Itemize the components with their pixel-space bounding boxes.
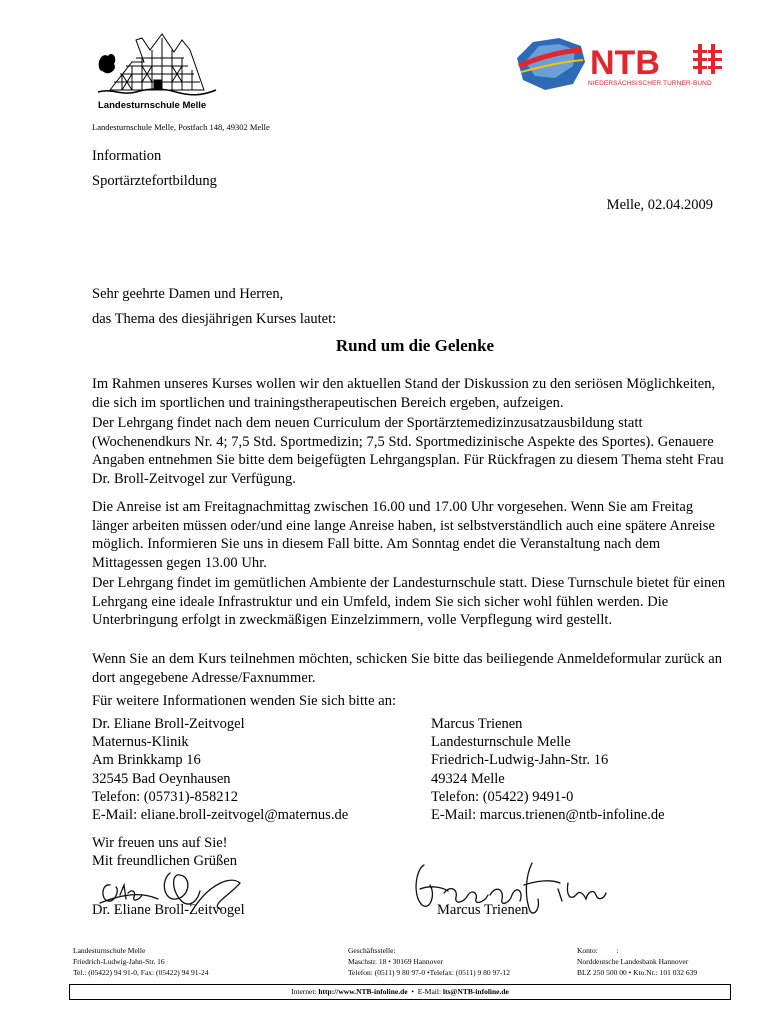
intro-line: das Thema des diesjährigen Kurses lautet: (92, 311, 337, 327)
footer-contact-box (69, 984, 731, 1000)
paragraph: Die Anreise ist am Freitagnachmittag zwischen 16.00 und 17.00 Uhr vorgesehen. Wenn Sie am Freitag länger arbeiten müssen oder/und eine lange Anreise haben, ist selbstverständlich auch eine spätere Anreise möglich. Informieren Sie uns in diesem Fall bitte. Am Sonntag endet die Veranstaltung nach dem Mittagessen gegen 13.00 Uhr. (92, 499, 715, 571)
footer-office (348, 945, 510, 978)
contact-city: 32545 Bad Oeynhausen (92, 770, 231, 787)
paragraph: Der Lehrgang findet im gemütlichen Ambiente der Landesturnschule statt. Diese Turnschule bietet für einen Lehrgang eine ideale Infrastruktur und ein Umfeld, indem Sie sich sicher wohl fühlen werden. Die Unterbringung erfolgt in zweckmäßigen Einzelzimmern, volle Verpflegung wird gestellt. (92, 575, 726, 628)
contact-city: 49324 Melle (431, 770, 505, 787)
contact-block-trienen (431, 715, 665, 824)
signature-name-broll: Dr. Eliane Broll-Zeitvogel (92, 902, 245, 918)
contact-phone: Telefon: (05422) 9491-0 (431, 788, 574, 805)
closing-line: Mit freundlichen Grüßen (92, 853, 237, 870)
contact-block-broll (92, 715, 348, 824)
contact-street: Am Brinkkamp 16 (92, 752, 201, 769)
subject: Sportärztefortbildung (92, 173, 217, 189)
footer-line: Geschäftsstelle: (348, 946, 396, 955)
course-title: Rund um die Gelenke (335, 336, 495, 355)
letter-date: Melle, 02.04.2009 (606, 197, 713, 213)
footer-line: Norddeutsche Landesbank Hannover (577, 957, 689, 966)
ntb-subtitle: NIEDERSÄCHSISCHER TURNER-BUND (588, 80, 712, 87)
contact-org: Landesturnschule Melle (431, 734, 571, 751)
contact-name: Dr. Eliane Broll-Zeitvogel (92, 716, 245, 732)
closing-line: Wir freuen uns auf Sie! (92, 835, 228, 851)
footer-bank (577, 945, 697, 978)
footer-line: Konto: : (577, 946, 619, 955)
contact-email: E-Mail: marcus.trienen@ntb-infoline.de (431, 807, 665, 824)
email-link[interactable]: lts@NTB-infoline.de (442, 987, 509, 996)
contact-street: Friedrich-Ludwig-Jahn-Str. 16 (431, 752, 609, 769)
signature-name-trienen: Marcus Trienen (437, 902, 529, 918)
paragraph: Wenn Sie an dem Kurs teilnehmen möchten, schicken Sie bitte das beiliegende Anmeldeformular zurück an dort angegebene Adresse/Faxnummer. (92, 651, 723, 686)
paragraph: Im Rahmen unseres Kurses wollen wir den aktuellen Stand der Diskussion zu den seriösen Möglichkeiten, die sich im sportlichen und trainingstherapeutischen Bereich ergeben, aufzeigen. (92, 376, 716, 411)
footer-line: BLZ 250 500 00 • Kto.Nr.: 101 032 639 (577, 968, 698, 977)
email-label: E-Mail: (417, 987, 442, 996)
footer-line: Landesturnschule Melle (73, 946, 146, 955)
paragraph: Der Lehrgang findet nach dem neuen Curriculum der Sportärztemedizinzusatzausbildung statt (Wochenendkurs Nr. 4; 7,5 Std. Sportmedizin; 7,5 Std. Sportmedizinische Aspekte des Sportes). Genauere Angaben entnehmen Sie bitte dem beigefügten Lehrgangsplan. Für Rückfragen zu diesem Thema steht Frau Dr. Broll-Zeitvogel zur Verfügung. (92, 415, 724, 487)
greeting: Sehr geehrte Damen und Herren, (92, 286, 284, 302)
website-link[interactable]: http://www.NTB-infoline.de (318, 987, 408, 996)
internet-label: Internet: (291, 987, 317, 996)
footer-line: Maschstr. 18 • 30169 Hannover (348, 957, 443, 966)
left-logo-caption: Landesturnschule Melle (98, 100, 207, 111)
footer-line: Telefon: (0511) 9 80 97-0 •Telefax: (0511) 9 80 97-12 (348, 968, 511, 977)
ntb-letters: NTB (590, 44, 660, 82)
footer-line: Tel.: (05422) 94 91-0, Fax: (05422) 94 91-24 (73, 968, 209, 977)
contact-name: Marcus Trienen (431, 716, 523, 732)
footer-line: Friedrich-Ludwig-Jahn-Str. 16 (73, 957, 165, 966)
paragraph: Für weitere Informationen wenden Sie sich bitte an: (92, 693, 397, 709)
separator: • (411, 987, 414, 996)
contact-email: E-Mail: eliane.broll-zeitvogel@maternus.de (92, 807, 349, 824)
info-label: Information (92, 148, 162, 164)
contact-phone: Telefon: (05731)-858212 (92, 788, 238, 805)
footer-address (73, 945, 209, 978)
sender-line: Landesturnschule Melle, Postfach 148, 49302 Melle (92, 122, 270, 132)
contact-org: Maternus-Klinik (92, 734, 189, 751)
